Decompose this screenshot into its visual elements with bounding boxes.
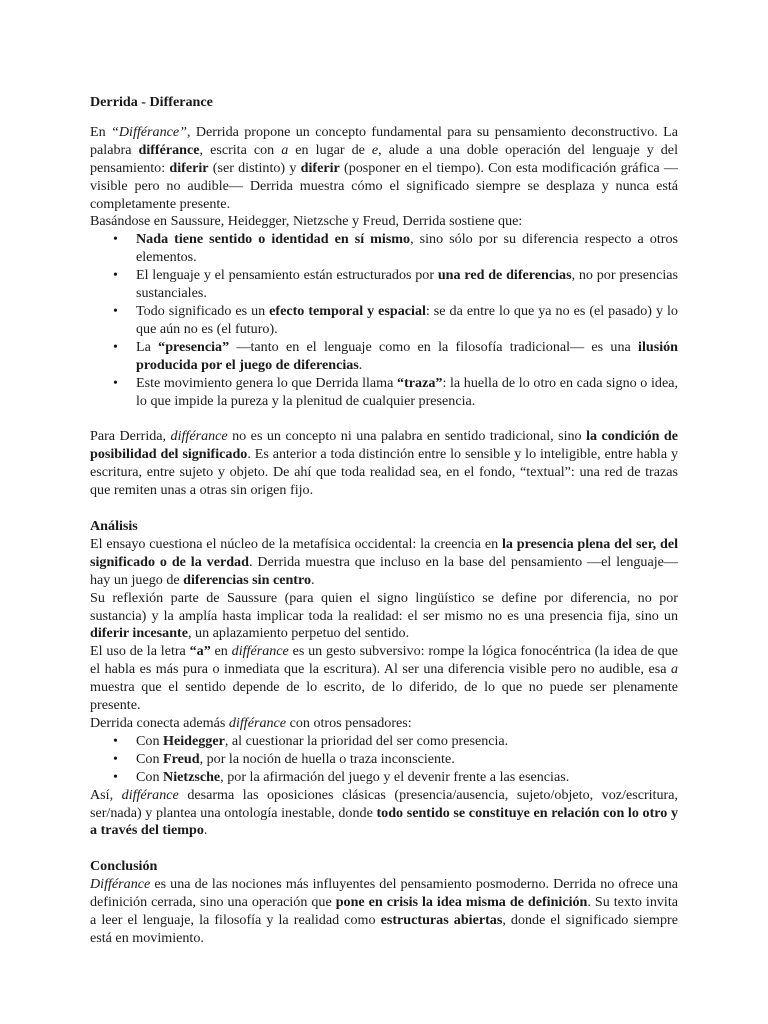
intro-paragraph [90, 124, 678, 214]
text-run: . Es anterior a toda distinción entre lo sensible y lo inteligible, entre habla y escritura, entre sujeto y objeto. De ahí que toda realidad sea, en el fondo, “textual”: una red de trazas que remiten unas a otras sin origen fijo. [90, 446, 678, 499]
document-title: Derrida - Differance [90, 94, 213, 110]
bold-term: “a” [189, 643, 211, 660]
analysis-paragraph [90, 536, 678, 590]
text-run: Este movimiento genera lo que Derrida llama [136, 374, 398, 391]
text-run: , por la noción de huella o traza inconsciente. [199, 750, 455, 767]
emphasis: “Différance” [111, 123, 187, 140]
text-run: . Derrida muestra que incluso en la base del pensamiento —el lenguaje— hay un juego de [90, 553, 678, 588]
text-run: Derrida conecta además [90, 715, 229, 731]
text-run: no es un concepto ni una palabra en sentido tradicional, sino [227, 428, 587, 445]
emphasis: a [281, 141, 289, 158]
analysis-bullet-list [90, 733, 678, 787]
text-run: , Derrida propone un concepto fundamental para su pensamiento deconstructivo. La palabra [90, 123, 678, 158]
intro-closing-paragraph [90, 428, 678, 500]
text-run: , escrita con [199, 141, 282, 158]
text-run: . [203, 822, 208, 839]
intro-lead-in: Basándose en Saussure, Heidegger, Nietzsche y Freud, Derrida sostiene que: [90, 213, 523, 230]
text-run: Con [136, 750, 164, 767]
text-run: , por la afirmación del juego y el devenir frente a las esencias. [220, 768, 570, 785]
text-run: El lenguaje y el pensamiento están estructurados por [136, 267, 438, 284]
text-run: , donde el significado siempre está en movimiento. [90, 912, 678, 946]
bold-term: diferir incesante [90, 625, 188, 642]
text-run: , al cuestionar la prioridad del ser como presencia. [224, 732, 509, 749]
bold-term: la presencia plena del ser, del significado o de la verdad [90, 535, 678, 570]
text-run: (posponer en el tiempo). Con esta modificación gráfica —visible pero no audible— Derrida muestra cómo el significado siempre se desplaza y nunca está completamente presente. [90, 159, 679, 212]
bold-term: “traza” [397, 374, 443, 391]
text-run: muestra que el sentido depende de lo escrito, de lo diferido, de lo que no puede ser plenamente presente. [90, 679, 678, 714]
bold-term: Nada tiene sentido o identidad en sí mismo [136, 231, 411, 248]
text-run: La [136, 338, 159, 355]
conclusion-paragraph [90, 876, 678, 948]
emphasis: différance [121, 786, 179, 803]
list-item [136, 339, 678, 375]
bold-term: diferencias sin centro [183, 571, 312, 588]
list-item [136, 751, 678, 769]
text-run: , alude a una doble operación del lenguaje y del pensamiento: [90, 141, 678, 176]
intro-bullet-list [90, 231, 678, 410]
text-run: : se da entre lo que ya no es (el pasado) y lo que aún no es (el futuro). [136, 302, 678, 337]
text-run: : la huella de lo otro en cada signo o idea, lo que impide la pureza y la plenitud de cualquier presencia. [136, 374, 678, 409]
text-run: —tanto en el lenguaje como en la filosofía tradicional— es una [229, 338, 639, 355]
bold-term: Heidegger [163, 732, 225, 749]
bold-term: Freud [163, 750, 200, 767]
bold-term: Nietzsche [163, 768, 221, 785]
text-run: desarma las oposiciones clásicas (presencia/ausencia, sujeto/objeto, voz/escritura, ser/nada) y plantea una ontología inestable, donde [90, 786, 678, 821]
text-run: , un aplazamiento perpetuo del sentido. [187, 625, 410, 642]
analysis-heading: Análisis [90, 518, 138, 535]
bold-term: différance [138, 141, 200, 158]
text-run: en lugar de [288, 141, 372, 158]
emphasis: e [371, 141, 379, 158]
bold-term: una red de diferencias [437, 267, 572, 284]
emphasis: Différance [90, 876, 151, 893]
text-run: . Su texto invita a leer el lenguaje, la filosofía y la realidad como [90, 894, 678, 929]
text-run: es un gesto subversivo: rompe la lógica fonocéntrica (la idea de que el habla es más pura o inmediata que la escritura). Al ser una diferencia visible pero no audible, esa [90, 643, 678, 678]
text-run: Con [136, 768, 164, 785]
text-run: es una de las nociones más influyentes del pensamiento posmoderno. Derrida no ofrece una definición cerrada, sino una operación que [90, 876, 678, 911]
text-run: Su reflexión parte de Saussure (para quien el signo lingüístico se define por diferencia, no por sustancia) y la amplía hasta implicar toda la realidad: el ser mismo no es una presencia fija, sino un [90, 589, 678, 624]
text-run: Todo significado es un [136, 302, 270, 319]
bold-term: “presencia” [158, 338, 230, 355]
emphasis: différance [170, 428, 228, 445]
text-run: Para Derrida, [90, 428, 171, 445]
bold-term: la condición de posibilidad del significado [90, 428, 679, 463]
analysis-paragraph [90, 590, 678, 644]
document-page [90, 94, 678, 948]
emphasis: différance [231, 643, 289, 660]
list-item [136, 231, 678, 267]
list-item [136, 733, 678, 751]
text-run: El ensayo cuestiona el núcleo de la metafísica occidental: la creencia en [90, 535, 502, 552]
emphasis: différance [228, 715, 287, 731]
list-item [136, 267, 678, 303]
list-item [136, 303, 678, 339]
bold-term: estructuras abiertas [380, 912, 503, 929]
text-run: En [90, 123, 112, 140]
bold-term: diferir [169, 159, 209, 176]
text-run: . [311, 571, 315, 588]
text-run: , sino sólo por su diferencia respecto a otros elementos. [136, 231, 678, 266]
analysis-paragraph [90, 787, 678, 841]
text-run: . [358, 356, 363, 373]
bold-term: ilusión producida por el juego de diferencias [136, 338, 679, 373]
text-run: con otros pensadores: [286, 715, 412, 731]
bold-term: diferir [300, 159, 340, 176]
conclusion-heading: Conclusión [90, 858, 158, 875]
list-item [136, 769, 678, 787]
text-run: Así, [90, 786, 122, 803]
text-run: El uso de la letra [90, 643, 190, 660]
analysis-paragraph [90, 715, 678, 733]
text-run: (ser distinto) y [208, 159, 301, 176]
text-run: en [210, 643, 232, 660]
bold-term: efecto temporal y espacial [269, 302, 426, 319]
emphasis: a [670, 661, 678, 678]
analysis-paragraph [90, 643, 678, 715]
bold-term: pone en crisis la idea misma de definición [335, 894, 588, 911]
bold-term: todo sentido se constituye en relación con lo otro y a través del tiempo [90, 804, 678, 839]
list-item [136, 375, 678, 411]
text-run: , no por presencias sustanciales. [136, 267, 679, 302]
text-run: Con [136, 732, 164, 749]
